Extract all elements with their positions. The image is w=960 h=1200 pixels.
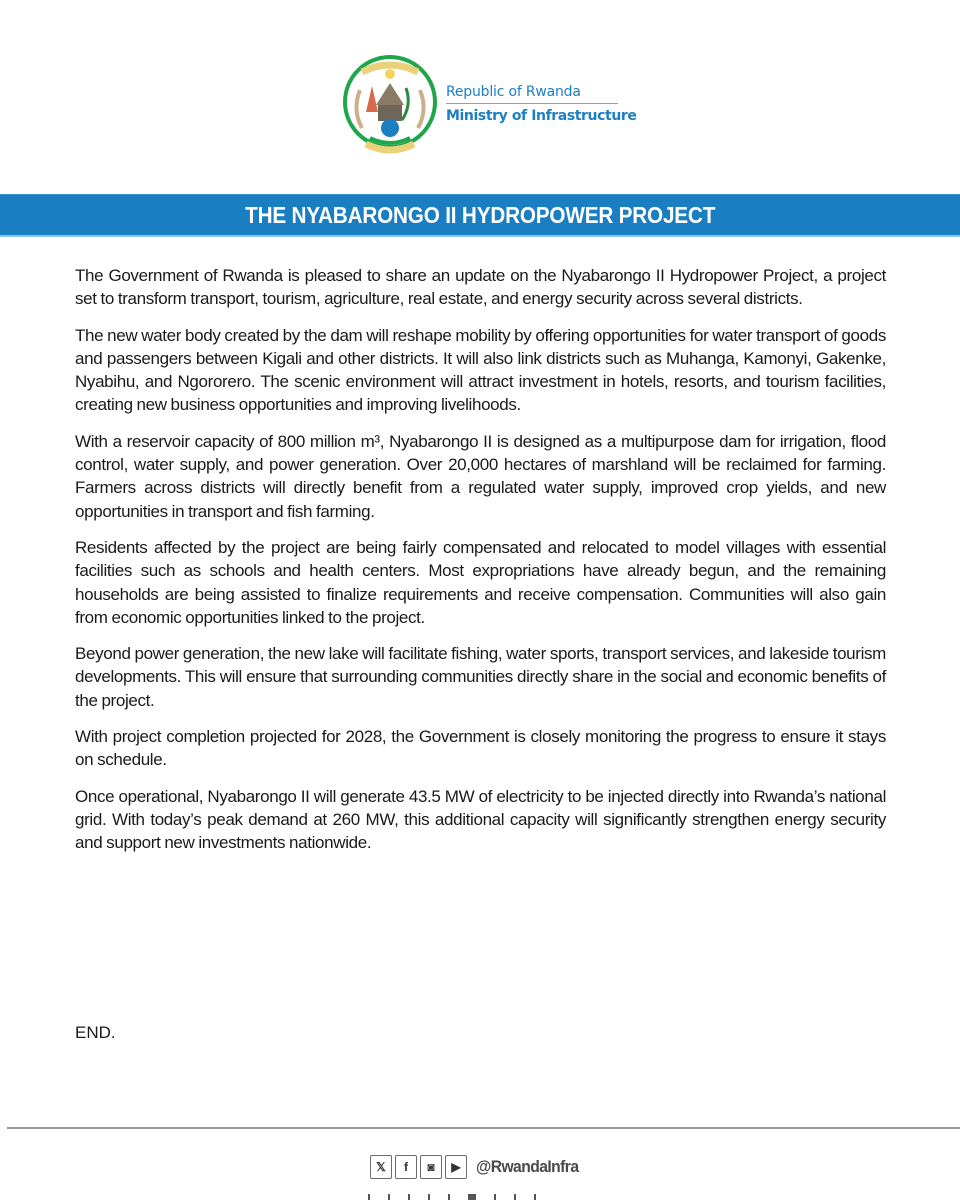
title-banner <box>0 194 960 237</box>
document-title: THE NYABARONGO II HYDROPOWER PROJECT <box>244 201 716 228</box>
footer-divider <box>7 1127 960 1129</box>
paragraph-intro: The Government of Rwanda is pleased to share an update on the Nyabarongo II Hydropower Project, a project set to transform transport, tourism, agriculture, real estate, and energy security across several districts. <box>75 266 886 309</box>
letterhead <box>0 0 960 190</box>
paragraph-reservoir: With a reservoir capacity of 800 million m³, Nyabarongo II is designed as a multipurpose dam for irrigation, flood control, water supply, and power generation. Over 20,000 hectares of marshland will be reclaimed for farming. Farmers across districts will directly benefit from a regulated water supply, improved crop yields, and new opportunities in transport and fish farming. <box>75 431 886 521</box>
ministry-wordmark <box>446 84 637 124</box>
paragraph-compensation: Residents affected by the project are being fairly compensated and relocated to model villages with essential facilities such as schools and health centers. Most expropriations have already begun, and the remaining households are being assisted to finalize requirements and receive compensation. Communities will also gain from economic opportunities linked to the project. <box>75 537 886 627</box>
press-release-body <box>75 264 886 868</box>
youtube-icon[interactable]: ▶ <box>445 1155 467 1179</box>
ministry-name: Ministry of Infrastructure <box>446 108 637 124</box>
instagram-icon[interactable]: ◙ <box>420 1155 442 1179</box>
coat-of-arms-emblem <box>340 50 440 160</box>
paragraph-timeline: With project completion projected for 2028, the Government is closely monitoring the progress to ensure it stays on schedule. <box>75 727 886 770</box>
social-links <box>370 1155 587 1179</box>
end-marker: END. <box>75 1023 116 1042</box>
paragraph-tourism: Beyond power generation, the new lake will facilitate fishing, water sports, transport services, and lakeside tourism developments. This will ensure that surrounding communities directly share in the social and economic benefits of the project. <box>75 644 886 710</box>
facebook-icon[interactable]: f <box>395 1155 417 1179</box>
country-name: Republic of Rwanda <box>446 84 618 104</box>
social-handle: @RwandaInfra <box>476 1157 579 1176</box>
cropped-footer-row <box>368 1194 588 1200</box>
paragraph-mobility: The new water body created by the dam will reshape mobility by offering opportunities for water transport of goods and passengers between Kigali and other districts. It will also link districts such as Muhanga, Kamonyi, Gakenke, Nyabihu, and Ngororero. The scenic environment will attract investment in hotels, resorts, and tourism facilities, creating new business opportunities and improving livelihoods. <box>75 325 886 415</box>
paragraph-capacity: Once operational, Nyabarongo II will generate 43.5 MW of electricity to be injected directly into Rwanda’s national grid. With today’s peak demand at 260 MW, this additional capacity will significantly strengthen energy security and support new investments nationwide. <box>75 786 886 853</box>
x-icon[interactable]: 𝕏 <box>370 1155 392 1179</box>
